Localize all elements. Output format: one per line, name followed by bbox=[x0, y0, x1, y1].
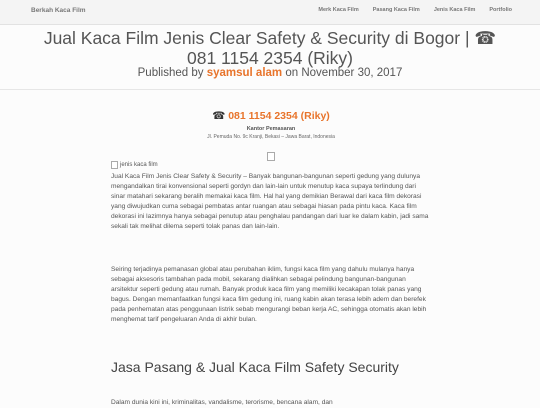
post-date: November 30, 2017 bbox=[301, 67, 403, 79]
site-brand[interactable]: Berkah Kaca Film bbox=[31, 7, 86, 14]
broken-image-icon bbox=[111, 161, 118, 169]
nav-link-merk-kaca-film[interactable]: Merk Kaca Film bbox=[318, 7, 359, 13]
office-title: Kantor Pemasaran bbox=[246, 126, 296, 132]
contact-phone bbox=[111, 110, 431, 122]
phone-icon: ☎ bbox=[212, 110, 226, 122]
article-paragraph: Jual Kaca Film Jenis Clear Safety & Security – Banyak bangunan-bangunan seperti gedung yang dulunya mengandalkan tirai konvensional seperti gordyn dan lain-lain untuk menutup kaca supaya terlindung dari sinar matahari sekarang beralih memakai kaca film. Hal hal yang demikian Berawal dari kaca film dekorasi yang diwujudkan cuma sebagai pembatas antar ruangan atau sebagai hiasan pada pintu kaca. Kaca film dekorasi ini lazimnya hanya sebagai penutup atau penghalau pandangan dari luar ke dalam kabin, jadi sama sekali tak melihat dilema seperti tolak panas dan lain-lain. bbox=[111, 173, 429, 230]
header-divider bbox=[0, 89, 540, 90]
date-prefix: on bbox=[285, 67, 299, 79]
post-meta bbox=[40, 67, 500, 79]
post-title: Jual Kaca Film Jenis Clear Safety & Security di Bogor | ☎ 081 1154 2354 (Riky) bbox=[43, 28, 497, 68]
nav-link-portfolio[interactable]: Portfolio bbox=[489, 7, 512, 13]
nav-link-pasang-kaca-film[interactable]: Pasang Kaca Film bbox=[372, 7, 420, 13]
nav-link-jenis-kaca-film[interactable]: Jenis Kaca Film bbox=[433, 7, 476, 13]
section-heading: Jasa Pasang & Jual Kaca Film Safety Security bbox=[111, 359, 399, 375]
top-navbar bbox=[0, 0, 540, 25]
phone-number[interactable]: 081 1154 2354 (Riky) bbox=[228, 110, 330, 122]
image-alt-text: jenis kaca film bbox=[120, 162, 158, 168]
broken-image-icon bbox=[267, 152, 275, 161]
author-link[interactable]: syamsul alam bbox=[206, 67, 283, 79]
nav-menu bbox=[318, 7, 512, 13]
office-address: Jl. Pemuda No. 9c Kranji, Bekasi – Jawa Barat, Indonesia bbox=[207, 134, 335, 140]
article-paragraph: Seiring terjadinya pemanasan global atau perubahan iklim, fungsi kaca film yang dahulu mulanya hanya sebagai aksesoris tambahan pada mobil, sekarang dialihkan sebagai pelindung bangunan-bangunan arsitektur seperti gedung atau rumah. Banyak produk kaca film yang memiliki kecakapan tolak panas yang bagus. Dengan memanfaatkan fungsi kaca film gedung ini, ruang kabin akan terasa lebih adem dan berefek pada penhematan atas penggunaan listrik sebab mengurangi beban kerja AC, sehingga otomatis akan lebih menghemat tarif pengeluaran Anda di akhir bulan. bbox=[111, 266, 427, 323]
article-image bbox=[111, 161, 158, 169]
article-paragraph: Dalam dunia kini ini, kriminalitas, vandalisme, terorisme, bencana alam, dan bbox=[111, 399, 333, 406]
published-prefix: Published by bbox=[137, 67, 204, 79]
